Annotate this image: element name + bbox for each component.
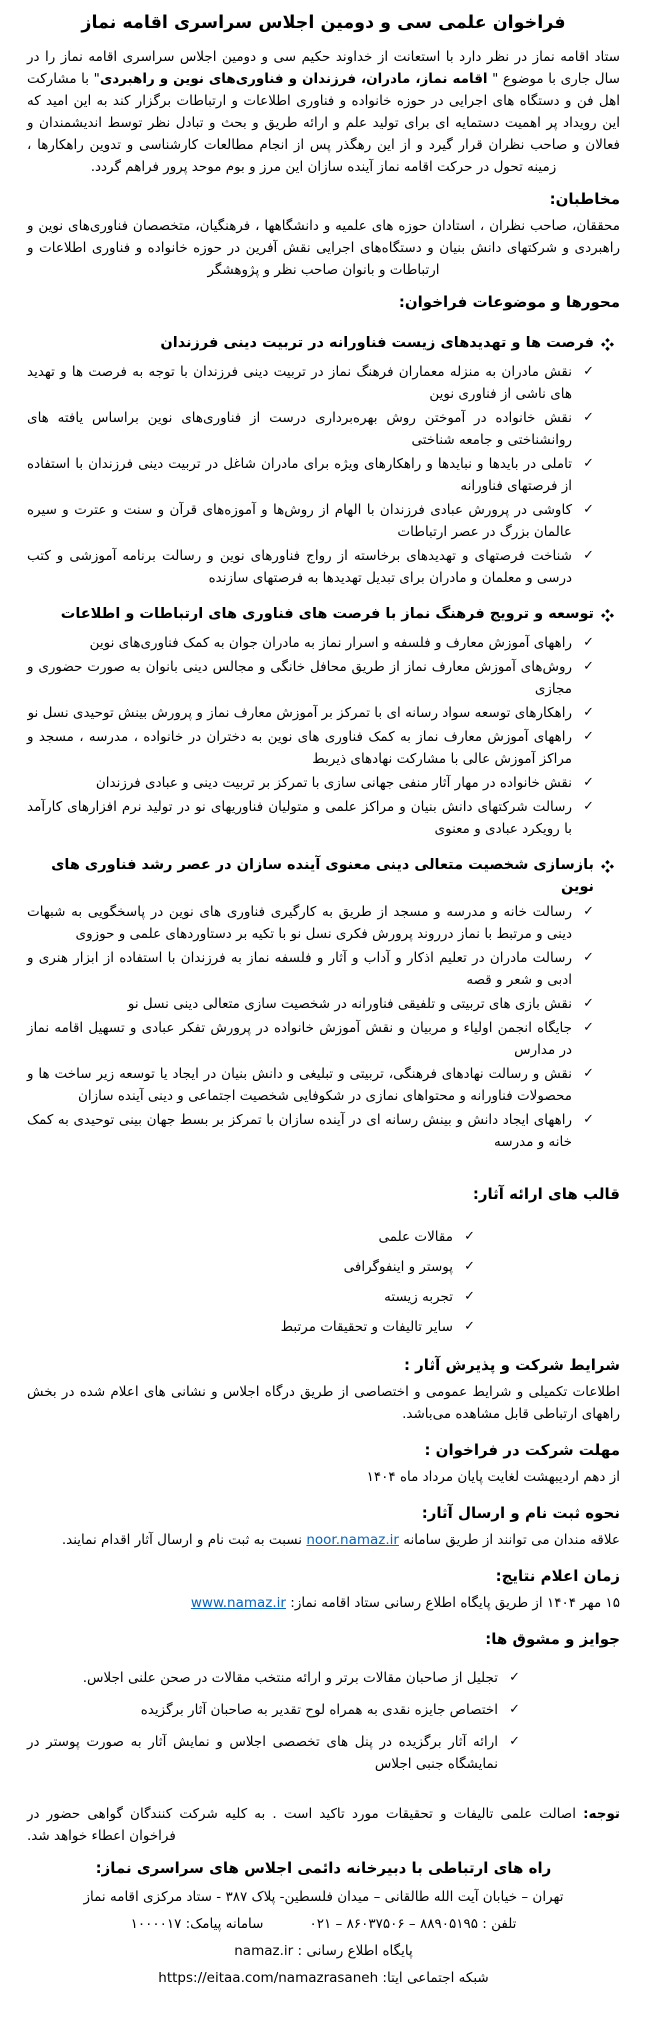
deadline-heading: مهلت شرکت در فراخوان : xyxy=(424,1441,620,1459)
intro-text-end: " با مشارکت اهل فن و دستگاه های اجرایی در حوزه خانواده و فناوری اطلاعات و ارتباطات برگزار کند به این امید که این رویداد پر اهمیت دستمایه ای برای تولید علم و ارائه طریق و بحث و تبادل نظر توسط اندیشمندان و فعالان و صاحب نظران قرار گیرد و از این رهگذر پس از انجام مطالعات کارشناسی و تدوین راهکارها ، زمینه تحول در حرکت اقامه نماز آینده سازان این مرز و بوم موحد پرور فراهم گردد. xyxy=(27,71,620,175)
contact-website-line xyxy=(27,1940,620,1963)
check-icon: ✓ xyxy=(583,1066,594,1081)
checklist-item xyxy=(27,656,620,700)
check-icon: ✓ xyxy=(583,659,594,674)
check-icon: ✓ xyxy=(583,635,594,650)
checklist-item-text: راههای ایجاد دانش و بینش رسانه ای در آینده سازان با تمرکز بر بسط جهان بینی توحیدی به کمک خانه و مدرسه xyxy=(27,1112,572,1150)
results-text: ۱۵ مهر ۱۴۰۴ از طریق پایگاه اطلاع رسانی ستاد اقامه نماز: xyxy=(285,1595,620,1611)
registration-heading: نحوه ثبت نام و ارسال آثار: xyxy=(421,1504,620,1522)
checklist-item-text: تاملی در بایدها و نبایدها و راهکارهای ویژه برای مادران شاغل در تربیت دینی فرزندان با استفاده از فرصتهای فناورانه xyxy=(27,456,572,494)
results-paragraph xyxy=(27,1592,620,1614)
checklist-item-text: نقش خانواده در آموختن روش بهره‌برداری درست از فناوری‌های نوین براساس یافته های روانشناختی و جامعه شناختی xyxy=(27,410,572,448)
website-label: پایگاه اطلاع رسانی : xyxy=(293,1943,413,1959)
diamond-bullet-icon xyxy=(601,336,614,358)
topic-group-heading xyxy=(27,332,620,358)
topic-group-heading xyxy=(27,603,620,629)
checklist-item xyxy=(27,993,620,1015)
topics-list xyxy=(27,332,620,1153)
checklist-item-text: تجربه زیسته xyxy=(384,1289,453,1305)
topic-group-title: فرصت ها و تهدیدهای زیست فناورانه در تربیت دینی فرزندان xyxy=(160,335,594,351)
topic-group xyxy=(27,854,620,1153)
checklist-item xyxy=(27,499,620,543)
check-icon: ✓ xyxy=(583,456,594,471)
check-icon: ✓ xyxy=(583,996,594,1011)
checklist-item-text: پوستر و اینفوگرافی xyxy=(343,1259,453,1275)
check-icon: ✓ xyxy=(583,1020,594,1035)
checklist-item xyxy=(27,702,620,724)
registration-text-start: علاقه مندان می توانند از طریق سامانه xyxy=(398,1532,620,1548)
check-icon: ✓ xyxy=(583,548,594,563)
conditions-heading: شرایط شرکت و پذیرش آثار : xyxy=(403,1356,620,1374)
phone-numbers: تلفن : ۸۸۹۰۵۱۹۵ – ۸۶۰۳۷۵۰۶ – ۰۲۱ xyxy=(309,1916,517,1932)
topic-group xyxy=(27,332,620,589)
topics-heading: محورها و موضوعات فراخوان: xyxy=(398,293,620,311)
checklist-item xyxy=(27,453,620,497)
checklist-item xyxy=(27,1286,475,1308)
checklist-item-text: راههای آموزش معارف و فلسفه و اسرار نماز به مادران جوان به کمک فناوری‌های نوین xyxy=(89,635,572,651)
topic-group-title: توسعه و ترویج فرهنگ نماز با فرصت های فناوری های ارتباطات و اطلاعات xyxy=(60,606,594,622)
checklist-item xyxy=(27,1017,620,1061)
checklist-item xyxy=(27,1699,520,1721)
contact-block xyxy=(27,1886,620,1990)
checklist-item xyxy=(27,1109,620,1153)
checklist-item xyxy=(27,726,620,770)
deadline-text: از دهم اردیبهشت لغایت پایان مرداد ماه ۱۴۰۴ xyxy=(366,1469,620,1485)
checklist-item-text: نقش مادران به منزله معماران فرهنگ نماز در تربیت دینی فرزندان با توجه به فرصت ها و تهدید های ناشی از فناوری نوین xyxy=(27,364,572,402)
checklist-item xyxy=(27,1731,520,1775)
registration-paragraph xyxy=(27,1529,620,1551)
checklist-item xyxy=(27,1063,620,1107)
check-icon: ✓ xyxy=(509,1702,520,1717)
conference-theme: اقامه نماز، مادران، فرزندان و فناوری‌های نوین و راهبردی xyxy=(99,71,488,87)
checklist-item-text: راهکارهای توسعه سواد رسانه ای با تمرکز بر آموزش معارف نماز و پرورش بینش توحیدی نسل نو xyxy=(27,705,572,721)
checklist-item-text: رسالت مادران در تعلیم اذکار و آداب و آثار و فلسفه نماز به فرزندان با استفاده از ابزار هنری و ادبی و شعر و قصه xyxy=(27,950,572,988)
audience-paragraph: محققان، صاحب نظران ، استادان حوزه های علمیه و دانشگاهها ، فرهنگیان، متخصصان فناوری‌های نوین و راهبردی و شرکتهای دانش بنیان و دستگاه‌های اجرایی نقش آفرین در حوزه خانواده و فناوری اطلاعات و ارتباطات و بانوان صاحب نظر و پژوهشگر xyxy=(27,218,620,278)
checklist-item xyxy=(27,361,620,405)
check-icon: ✓ xyxy=(583,364,594,379)
checklist-item xyxy=(27,772,620,794)
checklist-item-text: سایر تالیفات و تحقیقات مرتبط xyxy=(280,1319,453,1335)
check-icon: ✓ xyxy=(583,502,594,517)
intro-text-start: ستاد اقامه نماز در نظر دارد با استعانت از خداوند حکیم سی و دومین اجلاس سراسری اقامه نماز را در سال جاری با موضوع " xyxy=(27,49,620,87)
social-url[interactable]: https://eitaa.com/namazrasaneh xyxy=(158,1970,379,1986)
awards-list xyxy=(27,1667,620,1775)
sms-number: سامانه پیامک: ۱۰۰۰۰۱۷ xyxy=(130,1916,264,1932)
page-title: فراخوان علمی سی و دومین اجلاس سراسری اقامه نماز xyxy=(81,13,566,33)
check-icon: ✓ xyxy=(583,729,594,744)
check-icon: ✓ xyxy=(583,705,594,720)
note-paragraph xyxy=(27,1803,620,1847)
contact-phone-line xyxy=(27,1913,620,1936)
checklist-item xyxy=(27,1226,475,1248)
check-icon: ✓ xyxy=(583,410,594,425)
checklist-item xyxy=(27,796,620,840)
check-icon: ✓ xyxy=(509,1670,520,1685)
checklist-item xyxy=(27,545,620,589)
topic-group-heading xyxy=(27,854,620,898)
conditions-paragraph: اطلاعات تکمیلی و شرایط عمومی و اختصاصی از طریق درگاه اجلاس و نشانی های اعلام شده در بخش راههای ارتباطی قابل مشاهده می‌باشد. xyxy=(27,1384,620,1422)
checklist-item-text: تجلیل از صاحبان مقالات برتر و ارائه منتخب مقالات در صحن علنی اجلاس. xyxy=(82,1670,498,1686)
topic-group-title: بازسازی شخصیت متعالی دینی معنوی آینده سازان در عصر رشد فناوری های نوین xyxy=(51,857,594,895)
checklist-item xyxy=(27,407,620,451)
check-icon: ✓ xyxy=(583,1112,594,1127)
checklist-item-text: راههای آموزش معارف نماز به کمک فناوری های نوین به دختران در خانواده ، مدرسه ، مسجد و مراکز آموزش عالی با مشارکت نهادهای ذیربط xyxy=(27,729,572,767)
checklist-item-text: مقالات علمی xyxy=(378,1229,453,1245)
website-url[interactable]: namaz.ir xyxy=(234,1943,294,1959)
check-icon: ✓ xyxy=(464,1319,475,1334)
checklist-item xyxy=(27,947,620,991)
checklist-item-text: جایگاه انجمن اولیاء و مربیان و نقش آموزش خانواده در پرورش تفکر عبادی و تسهیل اقامه نماز در مدارس xyxy=(27,1020,572,1058)
diamond-bullet-icon xyxy=(601,607,614,629)
contact-social-line xyxy=(27,1967,620,1990)
registration-portal-link[interactable]: noor.namaz.ir xyxy=(306,1532,399,1548)
social-label: شبکه اجتماعی ایتا: xyxy=(378,1970,489,1986)
awards-heading: جوایز و مشوق ها: xyxy=(485,1630,620,1648)
contact-heading: راه های ارتباطی با دبیرخانه دائمی اجلاس های سراسری نماز: xyxy=(95,1859,552,1877)
checklist-item-text: روش‌های آموزش معارف نماز از طریق محافل خانگی و مجالس دینی بانوان به صورت حضوری و مجازی xyxy=(27,659,572,697)
intro-paragraph xyxy=(27,46,620,178)
checklist-item-text: شناخت فرصتهای و تهدیدهای برخاسته از رواج فناورهای نوین و رسالت برنامه آموزشی و کتب درسی و معلمان و مادران برای تبدیل تهدیدها به فرصتهای سازنده xyxy=(27,548,572,586)
contact-address: تهران – خیابان آیت الله طالقانی – میدان فلسطین- پلاک ۳۸۷ - ستاد مرکزی اقامه نماز xyxy=(83,1889,564,1905)
checklist-item-text: ارائه آثار برگزیده در پنل های تخصصی اجلاس و نمایش آثار به صورت پوستر در نمایشگاه جنبی اجلاس xyxy=(27,1734,498,1772)
registration-text-end: نسبت به ثبت نام و ارسال آثار اقدام نمایند. xyxy=(61,1532,307,1548)
topic-group xyxy=(27,603,620,840)
checklist-item xyxy=(27,632,620,654)
formats-heading: قالب های ارائه آثار: xyxy=(472,1185,620,1203)
checklist-item-text: اختصاص جایزه نقدی به همراه لوح تقدیر به صاحبان آثار برگزیده xyxy=(140,1702,498,1718)
check-icon: ✓ xyxy=(509,1734,520,1749)
results-heading: زمان اعلام نتایج: xyxy=(495,1567,620,1585)
results-website-link[interactable]: www.namaz.ir xyxy=(190,1595,286,1611)
checklist-item-text: رسالت شرکتهای دانش بنیان و مراکز علمی و متولیان فناوریهای نو در تولید نرم افزارهای کارآمد با رویکرد عبادی و معنوی xyxy=(27,799,572,837)
checklist-item-text: نقش خانواده در مهار آثار منفی جهانی سازی با تمرکز بر تربیت دینی و عبادی فرزندان xyxy=(95,775,572,791)
check-icon: ✓ xyxy=(583,775,594,790)
audience-heading: مخاطبان: xyxy=(549,190,620,208)
checklist-item-text: نقش بازی های تربیتی و تلفیقی فناورانه در شخصیت سازی متعالی دینی نسل نو xyxy=(127,996,572,1012)
formats-list xyxy=(27,1226,620,1338)
checklist-item xyxy=(27,1256,475,1278)
checklist-item-text: نقش و رسالت نهادهای فرهنگی، تربیتی و تبلیغی و دانش بنیان در ایجاد یا توسعه زیر ساخت ها و محصولات فناورانه و محتواهای نمازی در شکوفایی شخصیت اجتماعی و دینی آینده سازان xyxy=(27,1066,572,1104)
checklist-item xyxy=(27,901,620,945)
note-text: اصالت علمی تالیفات و تحقیقات مورد تاکید است . به کلیه شرکت کنندگان گواهی حضور در فراخوان اعطاء خواهد شد. xyxy=(27,1806,584,1844)
note-label: توجه: xyxy=(583,1806,620,1822)
check-icon: ✓ xyxy=(464,1289,475,1304)
check-icon: ✓ xyxy=(583,799,594,814)
checklist-item-text: کاوشی در پرورش عبادی فرزندان با الهام از روش‌ها و آموزه‌های قرآن و سنت و عترت و سیره عالمان بزرگ در عصر ارتباطات xyxy=(27,502,572,540)
checklist-item xyxy=(27,1316,475,1338)
checklist-item xyxy=(27,1667,520,1689)
check-icon: ✓ xyxy=(464,1259,475,1274)
checklist-item-text: رسالت خانه و مدرسه و مسجد از طریق به کارگیری فناوری های نوین در پاسخگویی به شبهات دینی و مرتبط با نماز درروند پرورش فکری نسل نو با تکیه بر دستاوردهای علمی و حوزوی xyxy=(27,904,572,942)
diamond-bullet-icon xyxy=(601,858,614,880)
check-icon: ✓ xyxy=(583,950,594,965)
check-icon: ✓ xyxy=(583,904,594,919)
check-icon: ✓ xyxy=(464,1229,475,1244)
